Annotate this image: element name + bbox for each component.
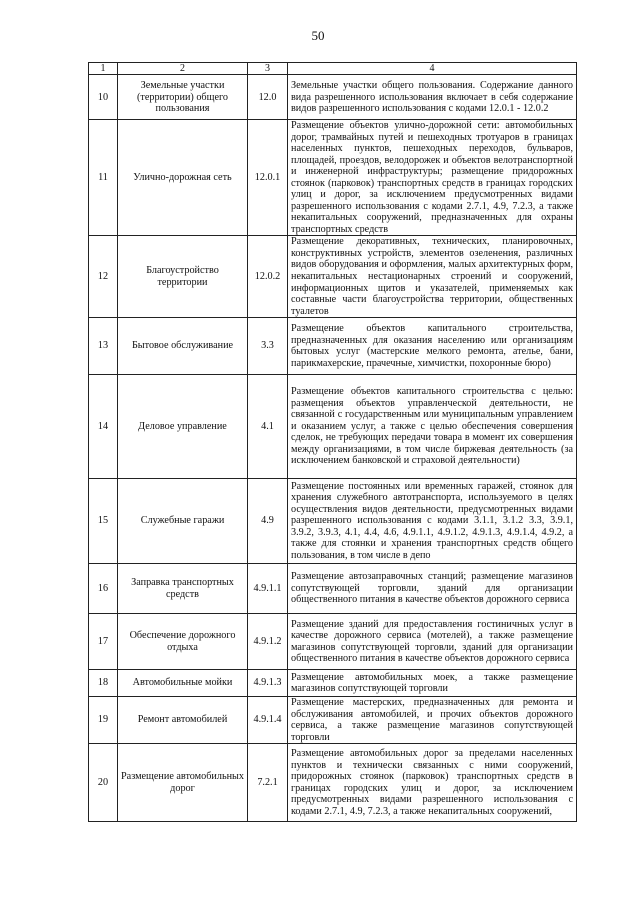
row-description: Размещение объектов капитального строительства, предназначенных для оказания населению или организациям бытовых услуг (мастерские мелкого ремонта, ателье, бани, парикмахерские, прачечные, химчистки, похоронные бюро) <box>288 318 577 375</box>
row-number: 17 <box>89 614 118 670</box>
row-description: Размещение мастерских, предназначенных для ремонта и обслуживания автомобилей, и прочих объектов дорожного сервиса, а также размещение магазинов сопутствующей торговли <box>288 697 577 744</box>
row-number: 18 <box>89 670 118 697</box>
row-code: 12.0 <box>248 75 288 120</box>
row-number: 16 <box>89 564 118 614</box>
page-number: 50 <box>311 28 325 43</box>
row-number: 11 <box>89 120 118 236</box>
row-description: Размещение зданий для предоставления гостиничных услуг в качестве дорожного сервиса (мотелей), а также размещение магазинов сопутствующей торговли, зданий для организации общественного питания в качестве объектов дорожного сервиса <box>288 614 577 670</box>
row-code: 4.9.1.2 <box>248 614 288 670</box>
table-row <box>89 697 577 744</box>
row-code: 12.0.1 <box>248 120 288 236</box>
row-name: Благоустройство территории <box>118 236 248 318</box>
row-number: 12 <box>89 236 118 318</box>
table-row <box>89 564 577 614</box>
row-number: 14 <box>89 375 118 479</box>
row-description: Размещение автозаправочных станций; размещение магазинов сопутствующей торговли, зданий для организации общественного питания в качестве объектов дорожного сервиса <box>288 564 577 614</box>
table-row <box>89 236 577 318</box>
row-number: 20 <box>89 744 118 822</box>
header-col-3: 3 <box>248 63 288 75</box>
row-name: Автомобильные мойки <box>118 670 248 697</box>
table-row <box>89 318 577 375</box>
land-use-table <box>88 62 577 822</box>
row-code: 3.3 <box>248 318 288 375</box>
table-row <box>89 75 577 120</box>
header-col-2: 2 <box>118 63 248 75</box>
row-number: 15 <box>89 479 118 564</box>
row-number: 10 <box>89 75 118 120</box>
row-code: 4.9 <box>248 479 288 564</box>
row-code: 4.1 <box>248 375 288 479</box>
row-name: Бытовое обслуживание <box>118 318 248 375</box>
row-name: Улично-дорожная сеть <box>118 120 248 236</box>
row-description: Размещение декоративных, технических, планировочных, конструктивных устройств, элементов озеленения, различных видов оборудования и оформления, малых архитектурных форм, некапитальных нестационарных строений и сооружений, информационных щитов и указателей, применяемых как составные части благоустройства территории, общественных туалетов <box>288 236 577 318</box>
row-number: 13 <box>89 318 118 375</box>
table-row <box>89 479 577 564</box>
header-col-1: 1 <box>89 63 118 75</box>
table-row <box>89 614 577 670</box>
row-code: 4.9.1.3 <box>248 670 288 697</box>
row-code: 4.9.1.1 <box>248 564 288 614</box>
row-name: Ремонт автомобилей <box>118 697 248 744</box>
row-name: Деловое управление <box>118 375 248 479</box>
row-description: Размещение автомобильных дорог за пределами населенных пунктов и технически связанных с ними сооружений, придорожных стоянок (парковок) транспортных средств в границах городских улиц и дорог, за исключением предусмотренных видами разрешенного использования с кодами 2.7.1, 4.9, 7.2.3, а также некапитальных сооружений, <box>288 744 577 822</box>
row-description: Размещение автомобильных моек, а также размещение магазинов сопутствующей торговли <box>288 670 577 697</box>
table-header-row <box>89 63 577 75</box>
row-name: Размещение автомобильных дорог <box>118 744 248 822</box>
row-description: Земельные участки общего пользования. Содержание данного вида разрешенного использования включает в себя содержание видов разрешенного использования с кодами 12.0.1 - 12.0.2 <box>288 75 577 120</box>
row-number: 19 <box>89 697 118 744</box>
row-name: Земельные участки (территории) общего пользования <box>118 75 248 120</box>
table-row <box>89 120 577 236</box>
row-description: Размещение объектов улично-дорожной сети: автомобильных дорог, трамвайных путей и пешеходных тротуаров в границах населенных пунктов, пешеходных переходов, бульваров, площадей, проездов, велодорожек и объектов велотранспортной и инженерной инфраструктуры; размещение придорожных стоянок (парковок) транспортных средств в границах городских улиц и дорог, за исключением предусмотренных видами разрешенного использования с кодами 2.7.1, 4.9, 7.2.3, а также некапитальных сооружений, предназначенных для охраны транспортных средств <box>288 120 577 236</box>
row-code: 7.2.1 <box>248 744 288 822</box>
header-col-4: 4 <box>288 63 577 75</box>
row-code: 4.9.1.4 <box>248 697 288 744</box>
row-name: Заправка транспортных средств <box>118 564 248 614</box>
row-description: Размещение объектов капитального строительства с целью: размещения объектов управленческой деятельности, не связанной с государственным или муниципальным управлением и оказанием услуг, а также с целью обеспечения совершения сделок, не требующих передачи товара в момент их совершения между организациями, в том числе биржевая деятельность (за исключением банковской и страховой деятельности) <box>288 375 577 479</box>
row-name: Служебные гаражи <box>118 479 248 564</box>
table-row <box>89 670 577 697</box>
table-row <box>89 375 577 479</box>
table-row <box>89 744 577 822</box>
row-description: Размещение постоянных или временных гаражей, стоянок для хранения служебного автотранспорта, используемого в целях осуществления видов деятельности, предусмотренных видами разрешенного использования с кодами 3.1.1, 3.1.2 3.3, 3.9.1, 3.9.2, 3.9.3, 4.1, 4.4, 4.6, 4.9.1.1, 4.9.1.2, 4.9.1.3, 4.9.1.4, 4.9.2, а также для стоянки и хранения транспортных средств общего пользования, в том числе в депо <box>288 479 577 564</box>
row-name: Обеспечение дорожного отдыха <box>118 614 248 670</box>
row-code: 12.0.2 <box>248 236 288 318</box>
